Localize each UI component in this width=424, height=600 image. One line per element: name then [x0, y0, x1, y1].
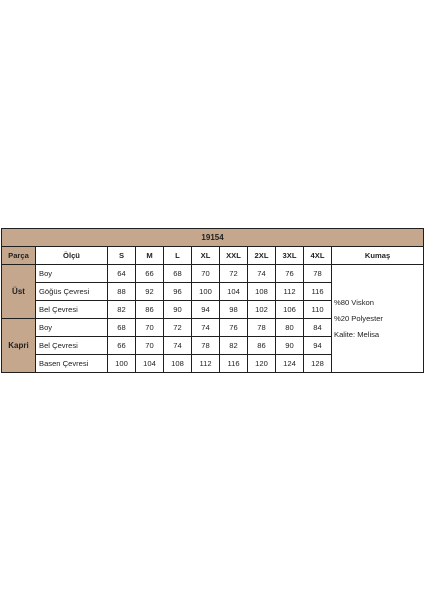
size-value: 92: [136, 283, 164, 301]
size-value: 112: [276, 283, 304, 301]
size-value: 80: [276, 319, 304, 337]
size-value: 108: [164, 355, 192, 373]
measurement-label: Bel Çevresi: [36, 337, 108, 355]
size-value: 120: [248, 355, 276, 373]
size-value: 82: [108, 301, 136, 319]
size-value: 74: [164, 337, 192, 355]
size-value: 82: [220, 337, 248, 355]
header-row: [2, 247, 424, 265]
size-table: [1, 228, 424, 373]
size-value: 124: [276, 355, 304, 373]
fabric-line: %80 Viskon: [334, 297, 374, 307]
size-value: 70: [136, 337, 164, 355]
size-value: 104: [220, 283, 248, 301]
size-value: 94: [304, 337, 332, 355]
size-value: 128: [304, 355, 332, 373]
part-header: Parça: [2, 247, 36, 265]
size-value: 94: [192, 301, 220, 319]
size-value: 66: [136, 265, 164, 283]
size-value: 88: [108, 283, 136, 301]
size-value: 66: [108, 337, 136, 355]
size-value: 112: [192, 355, 220, 373]
size-header: L: [164, 247, 192, 265]
size-chart: [1, 228, 423, 371]
size-value: 104: [136, 355, 164, 373]
size-value: 110: [304, 301, 332, 319]
measurement-label: Boy: [36, 319, 108, 337]
size-header: XL: [192, 247, 220, 265]
size-value: 70: [192, 265, 220, 283]
size-value: 100: [192, 283, 220, 301]
size-value: 106: [276, 301, 304, 319]
size-header: S: [108, 247, 136, 265]
table-row: [2, 265, 424, 283]
size-value: 116: [220, 355, 248, 373]
size-value: 102: [248, 301, 276, 319]
size-value: 68: [164, 265, 192, 283]
size-value: 90: [276, 337, 304, 355]
fabric-info: [332, 265, 424, 373]
size-value: 100: [108, 355, 136, 373]
size-value: 84: [304, 319, 332, 337]
size-value: 76: [276, 265, 304, 283]
part-name-ust: Üst: [2, 265, 36, 319]
fabric-line: Kalite: Melisa: [334, 329, 380, 339]
fabric-line: %20 Polyester: [334, 313, 383, 323]
fabric-header: Kumaş: [332, 247, 424, 265]
title-row: [2, 229, 424, 247]
size-value: 76: [220, 319, 248, 337]
size-value: 86: [136, 301, 164, 319]
measurement-label: Bel Çevresi: [36, 301, 108, 319]
size-header: M: [136, 247, 164, 265]
size-value: 72: [220, 265, 248, 283]
size-value: 96: [164, 283, 192, 301]
size-value: 74: [192, 319, 220, 337]
size-value: 78: [248, 319, 276, 337]
size-value: 70: [136, 319, 164, 337]
measurement-header: Ölçü: [36, 247, 108, 265]
product-code: 19154: [2, 229, 424, 247]
size-value: 90: [164, 301, 192, 319]
size-value: 64: [108, 265, 136, 283]
measurement-label: Göğüs Çevresi: [36, 283, 108, 301]
measurement-label: Boy: [36, 265, 108, 283]
size-header: 4XL: [304, 247, 332, 265]
size-value: 116: [304, 283, 332, 301]
part-name-kapri: Kapri: [2, 319, 36, 373]
size-value: 78: [304, 265, 332, 283]
size-value: 78: [192, 337, 220, 355]
size-header: 3XL: [276, 247, 304, 265]
size-value: 72: [164, 319, 192, 337]
size-value: 68: [108, 319, 136, 337]
measurement-label: Basen Çevresi: [36, 355, 108, 373]
size-value: 98: [220, 301, 248, 319]
size-value: 108: [248, 283, 276, 301]
size-header: XXL: [220, 247, 248, 265]
size-header: 2XL: [248, 247, 276, 265]
size-value: 86: [248, 337, 276, 355]
size-value: 74: [248, 265, 276, 283]
